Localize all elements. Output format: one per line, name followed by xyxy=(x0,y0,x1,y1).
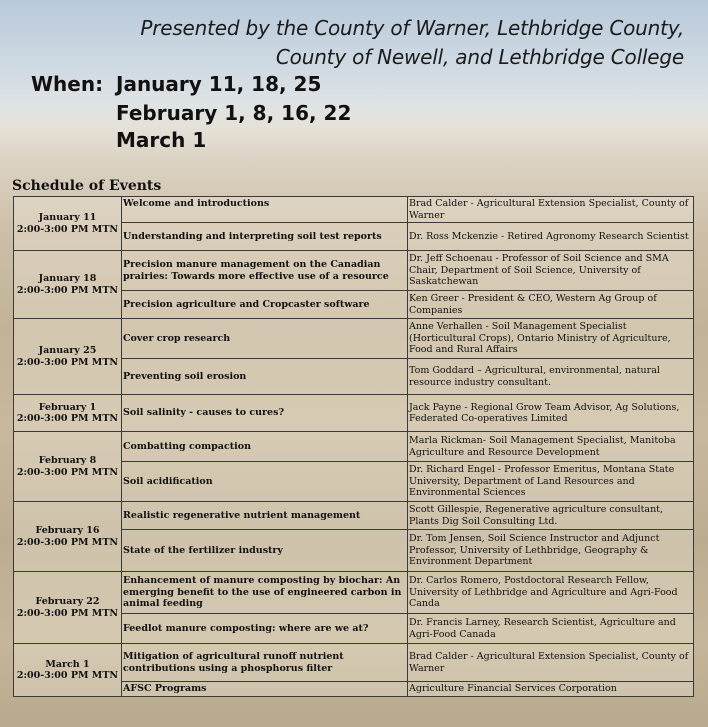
speaker-cell: Brad Calder - Agricultural Extension Specialist, County of Warner xyxy=(408,644,694,682)
schedule-title: Schedule of Events xyxy=(12,178,162,194)
topic-cell: Enhancement of manure composting by biochar: An emerging benefit to the use of engineered carbon in animal feeding xyxy=(122,572,408,614)
topic-cell: Soil acidification xyxy=(122,462,408,502)
session-time: 2:00-3:00 PM MTN xyxy=(16,536,119,548)
session-date-cell xyxy=(14,197,122,251)
session-date-cell xyxy=(14,251,122,319)
table-row xyxy=(14,572,694,614)
session-date: February 16 xyxy=(35,525,100,536)
session-date-cell xyxy=(14,319,122,395)
topic-cell: Mitigation of agricultural runoff nutrient contributions using a phosphorus filter xyxy=(122,644,408,682)
session-date-cell xyxy=(14,395,122,432)
topic-cell: Soil salinity - causes to cures? xyxy=(122,395,408,432)
speaker-cell: Tom Goddard – Agricultural, environmental, natural resource industry consultant. xyxy=(408,359,694,395)
speaker-cell: Dr. Carlos Romero, Postdoctoral Research Fellow, University of Lethbridge and Agriculture and Agri-Food Canda xyxy=(408,572,694,614)
speaker-cell: Anne Verhallen - Soil Management Specialist (Horticultural Crops), Ontario Ministry of Agriculture, Food and Rural Affairs xyxy=(408,319,694,359)
dates-february: February 1, 8, 16, 22 xyxy=(116,101,352,125)
session-date-cell xyxy=(14,502,122,572)
speaker-cell: Dr. Jeff Schoenau - Professor of Soil Science and SMA Chair, Department of Soil Science, University of Saskatchewan xyxy=(408,251,694,291)
when-label: When: xyxy=(31,72,104,96)
speaker-cell: Marla Rickman- Soil Management Specialist, Manitoba Agriculture and Resource Development xyxy=(408,432,694,462)
speaker-cell: Jack Payne - Regional Grow Team Advisor, Ag Solutions, Federated Co-operatives Limited xyxy=(408,395,694,432)
table-row xyxy=(14,502,694,530)
session-date: January 18 xyxy=(38,273,97,284)
speaker-cell: Dr. Francis Larney, Research Scientist, Agriculture and Agri-Food Canada xyxy=(408,614,694,644)
presented-by-line-2: County of Newell, and Lethbridge College xyxy=(275,45,684,69)
topic-cell: Cover crop research xyxy=(122,319,408,359)
topic-cell: State of the fertilizer industry xyxy=(122,530,408,572)
speaker-cell: Dr. Ross Mckenzie - Retired Agronomy Research Scientist xyxy=(408,223,694,251)
table-row xyxy=(14,432,694,462)
table-row xyxy=(14,644,694,682)
speaker-cell: Brad Calder - Agricultural Extension Specialist, County of Warner xyxy=(408,197,694,223)
speaker-cell: Dr. Richard Engel - Professor Emeritus, Montana State University, Department of Land Resources and Environmental Sciences xyxy=(408,462,694,502)
session-time: 2:00-3:00 PM MTN xyxy=(16,466,119,478)
topic-cell: Realistic regenerative nutrient management xyxy=(122,502,408,530)
table-row xyxy=(14,197,694,223)
speaker-cell: Ken Greer - President & CEO, Western Ag Group of Companies xyxy=(408,291,694,319)
topic-cell: AFSC Programs xyxy=(122,682,408,697)
session-date: March 1 xyxy=(45,658,90,670)
session-date-cell xyxy=(14,644,122,697)
session-date: January 25 xyxy=(38,345,97,356)
session-date: February 22 xyxy=(35,596,100,607)
topic-cell: Precision agriculture and Cropcaster software xyxy=(122,291,408,319)
topic-cell: Feedlot manure composting: where are we at? xyxy=(122,614,408,644)
speaker-cell: Scott Gillespie, Regenerative agriculture consultant, Plants Dig Soil Consulting Ltd. xyxy=(408,502,694,530)
session-date-cell xyxy=(14,572,122,644)
topic-cell: Preventing soil erosion xyxy=(122,359,408,395)
session-time: 2:00-3:00 PM MTN xyxy=(16,670,119,681)
speaker-cell: Dr. Tom Jensen, Soil Science Instructor and Adjunct Professor, University of Lethbridge, Geography & Environment Department xyxy=(408,530,694,572)
table-row xyxy=(14,395,694,432)
session-date: February 1 xyxy=(38,401,97,413)
schedule-table xyxy=(13,196,694,697)
session-time: 2:00-3:00 PM MTN xyxy=(16,356,119,368)
session-time: 2:00-3:00 PM MTN xyxy=(16,223,119,235)
presented-by-line-1: Presented by the County of Warner, Lethbridge County, xyxy=(140,16,684,40)
topic-cell: Combatting compaction xyxy=(122,432,408,462)
topic-cell: Precision manure management on the Canadian prairies: Towards more effective use of a resource xyxy=(122,251,408,291)
session-time: 2:00-3:00 PM MTN xyxy=(16,413,119,424)
dates-march: March 1 xyxy=(116,128,207,152)
topic-cell: Understanding and interpreting soil test reports xyxy=(122,223,408,251)
table-row xyxy=(14,251,694,291)
dates-january: January 11, 18, 25 xyxy=(116,72,322,96)
table-row xyxy=(14,319,694,359)
speaker-cell: Agriculture Financial Services Corporation xyxy=(408,682,694,697)
session-date: February 8 xyxy=(38,455,97,466)
session-time: 2:00-3:00 PM MTN xyxy=(16,284,119,296)
topic-cell: Welcome and introductions xyxy=(122,197,408,223)
session-date: January 11 xyxy=(38,212,97,223)
session-date-cell xyxy=(14,432,122,502)
session-time: 2:00-3:00 PM MTN xyxy=(16,607,119,619)
